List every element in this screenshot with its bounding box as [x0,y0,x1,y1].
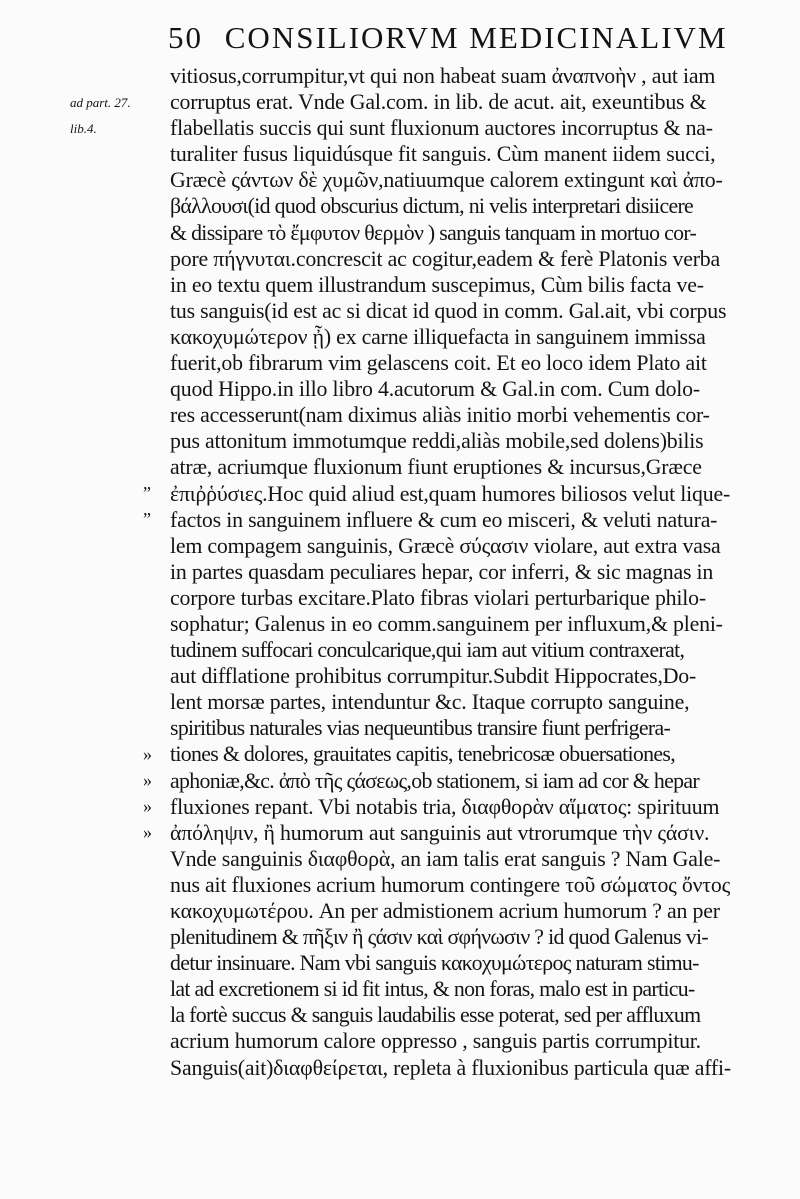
text-line: factos in sanguinem influere & cum eo misceri, & veluti natura- [170,506,718,532]
page-header [168,20,768,56]
quotation-mark: » [143,821,152,842]
text-line: nus ait fluxiones acrium humorum contingere τοῦ σώματος ὄντος [170,871,731,897]
margin-note: ad part. 27. [70,95,131,111]
page-number: 50 [168,20,203,55]
text-line: tus sanguis(id est ac si dicat id quod in comm. Gal.ait, vbi corpus [170,297,727,323]
text-line: in eo textu quem illustrandum suscepimus, Cùm bilis facta ve- [170,271,704,297]
text-line: aphoniæ,&c. ἀπὸ τῆς ςάσεως,ob stationem, si iam ad cor & hepar [170,767,699,793]
text-line: βάλλουσι(id quod obscurius dictum, ni velis interpretari disiicere [170,193,694,219]
text-line: κακοχυμωτέρου. An per admistionem acrium humorum ? an per [170,898,720,923]
text-line: ἐπιῤῥύσιες.Hoc quid aliud est,quam humores biliosos velut lique- [170,480,731,506]
text-line: acrium humorum calore oppresso , sanguis partis corrumpitur. [170,1028,701,1054]
text-line: fluxiones repant. Vbi notabis tria, διαφθορὰν αἵματος: spirituum [170,793,720,819]
text-line: spiritibus naturales vias nequeuntibus transire fiunt perfrigera- [170,715,671,741]
text-line: tiones & dolores, grauitates capitis, tenebricosæ obuersationes, [170,741,676,767]
text-line: aut difflatione prohibitus corrumpitur.Subdit Hippocrates,Do- [170,663,697,689]
text-line: Vnde sanguinis διαφθορὰ, an iam talis erat sanguis ? Nam Gale- [170,845,721,871]
text-line: res accesserunt(nam diximus aliàs initio morbi vehementis cor- [170,402,710,428]
text-line: lem compagem sanguinis, Græcè σύςασιν violare, aut extra vasa [170,532,721,558]
text-line: quod Hippo.in illo libro 4.acutorum & Gal.in com. Cum dolo- [170,376,700,402]
quotation-mark: » [143,743,152,764]
running-title: CONSILIORVM MEDICINALIVM [224,20,728,55]
text-line: tudinem suffocari conculcarique,qui iam aut vitium contraxerat, [170,637,685,663]
text-line: fuerit,ob fibrarum vim gelascens coit. Et eo loco idem Plato ait [170,350,707,376]
text-line: ἀπόληψιν, ἢ humorum aut sanguinis aut vtrorumque τὴν ςάσιν. [170,819,710,845]
body-text [170,63,800,1081]
text-line: lat ad excretionem si id fit intus, & non foras, malo est in particu- [170,976,695,1002]
text-line: vitiosus,corrumpitur,vt qui non habeat suam ἀναπνοὴν , aut iam [170,63,716,88]
quotation-mark: » [143,769,152,790]
text-line: corpore turbas excitare.Plato fibras violari perturbarique philo- [170,584,706,610]
text-line: la fortè succus & sanguis laudabilis esse poterat, sed per affluxum [170,1002,701,1028]
text-line: Græcè ςάντων δὲ χυμῶν,natiuumque calorem extingunt καὶ ἀπο- [170,167,723,193]
text-line: & dissipare τὸ ἔμφυτον θερμὸν ) sanguis tanquam in mortuo cor- [170,219,697,245]
quotation-mark: » [143,795,152,816]
margin-note: lib.4. [70,121,97,137]
text-line: κακοχυμώτερον ᾖ) ex carne illiquefacta in sanguinem immissa [170,323,706,349]
quotation-mark: ” [143,508,151,529]
text-line: in partes quasdam peculiares hepar, cor inferri, & sic magnas in [170,558,714,584]
text-line: atræ, acriumque fluxionum fiunt eruptiones & incursus,Græce [170,454,702,480]
text-line: corruptus erat. Vnde Gal.com. in lib. de acut. ait, exeuntibus & [170,89,707,115]
text-line: pus attonitum immotumque reddi,aliàs mobile,sed dolens)bilis [170,428,704,454]
text-line: sophatur; Galenus in eo comm.sanguinem per influxum,& pleni- [170,610,723,636]
text-line: Sanguis(ait)διαφθείρεται, repleta à fluxionibus particula quæ affi- [170,1054,731,1080]
text-line: lent morsæ partes, intenduntur &c. Itaque corrupto sanguine, [170,689,690,715]
quotation-mark: ” [143,482,151,503]
text-line: plenitudinem & πῆξιν ἢ ςάσιν καὶ σφήνωσιν ? id quod Galenus vi- [170,924,708,950]
text-line: turaliter fusus liquidúsque fit sanguis. Cùm manent iidem succi, [170,141,716,167]
text-line: pore πήγνυται.concrescit ac cogitur,eadem & ferè Platonis verba [170,245,721,271]
text-line: flabellatis succis qui sunt fluxionum auctores incorruptus & na- [170,115,713,141]
text-line: detur insinuare. Nam vbi sanguis κακοχυμώτερος naturam stimu- [170,950,699,976]
